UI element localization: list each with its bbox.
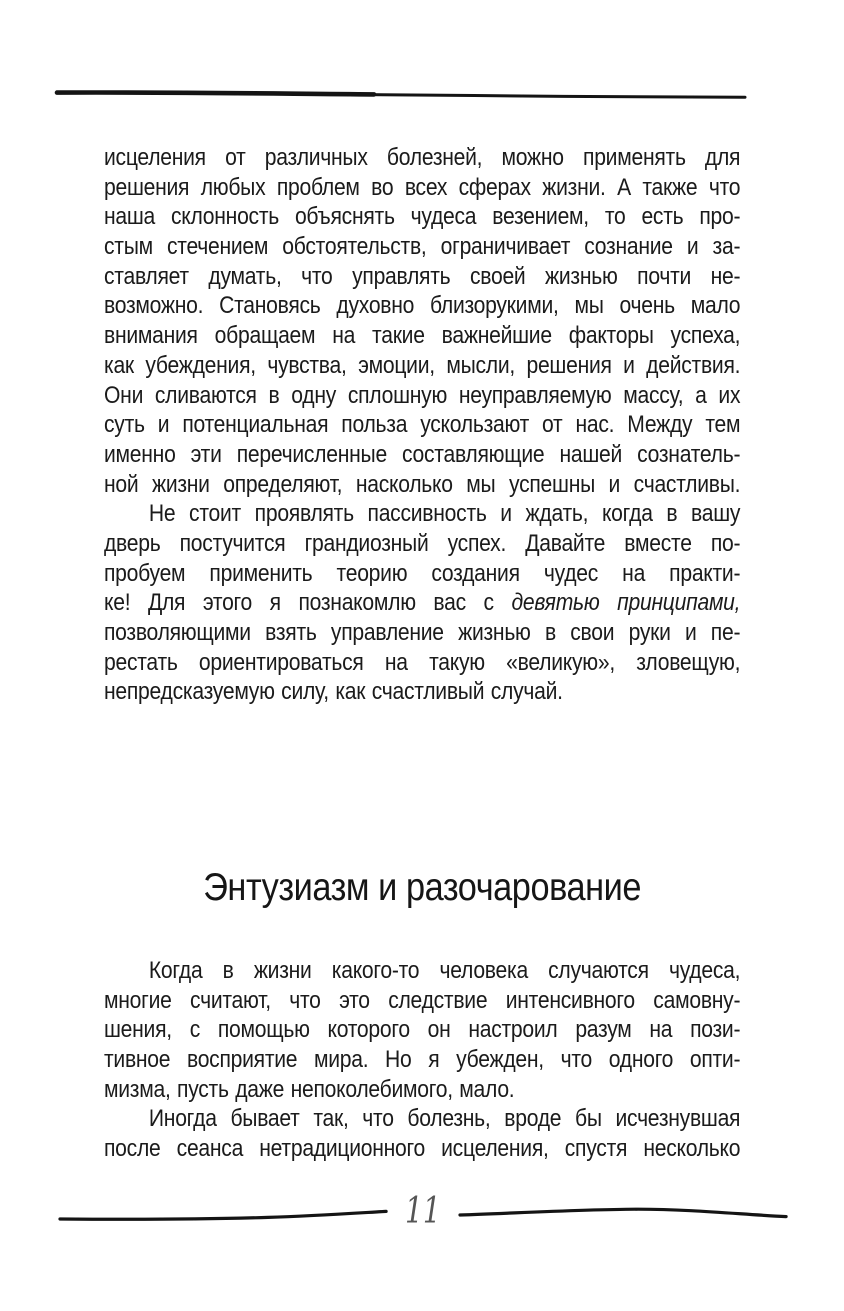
text-segment: ной жизни определяют, насколько мы успешны и счастливы.	[104, 470, 741, 498]
text-segment: суть и потенциальная польза ускользают от нас. Между тем	[104, 411, 741, 439]
text-line	[104, 1045, 740, 1075]
text-segment: исцеления от различных болезней, можно применять для	[104, 144, 741, 171]
text-line	[104, 1015, 740, 1045]
text-line	[104, 1104, 740, 1134]
text-segment: внимания обращаем на такие важнейшие факторы успеха,	[104, 322, 741, 350]
text-line	[104, 173, 740, 203]
text-segment: пробуем применить теорию создания чудес на практи-	[104, 559, 741, 587]
text-segment: многие считают, что это следствие интенсивного самовну-	[104, 986, 741, 1014]
text-segment: ке! Для этого я познакомлю вас с	[104, 589, 512, 617]
text-segment: ставляет думать, что управлять своей жизнью почти не-	[104, 262, 741, 290]
text-segment: дверь постучится грандиозный успех. Давайте вместе по-	[104, 529, 741, 557]
text-line	[104, 956, 740, 986]
text-line	[104, 232, 740, 262]
text-line	[104, 262, 740, 292]
paragraph	[104, 956, 740, 1104]
text-line	[104, 588, 740, 618]
page-footer	[58, 1192, 788, 1238]
text-line	[104, 410, 740, 440]
paragraph	[104, 143, 740, 499]
text-line	[104, 351, 740, 381]
text-line	[104, 499, 740, 529]
text-line	[104, 986, 740, 1016]
text-segment: Когда в жизни какого-то человека случаются чудеса,	[148, 957, 741, 984]
body-text-intro	[104, 143, 740, 707]
footer-rule-right	[458, 1206, 788, 1224]
text-segment: позволяющими взять управление жизнью в свои руки и пе-	[104, 619, 741, 646]
text-segment: тивное восприятие мира. Но я убежден, что одного опти-	[104, 1046, 741, 1074]
paragraph	[104, 499, 740, 707]
text-segment: Не стоит проявлять пассивность и ждать, когда в вашу	[148, 500, 741, 528]
text-segment: после сеанса нетрадиционного исцеления, спустя несколько	[104, 1135, 741, 1163]
text-line	[104, 559, 740, 589]
text-line	[104, 470, 740, 500]
text-segment: именно эти перечисленные составляющие нашей сознатель-	[104, 440, 741, 468]
text-segment: рестать ориентироваться на такую «великую», зловещую,	[104, 648, 741, 676]
text-line	[104, 529, 740, 559]
paragraph	[104, 1104, 740, 1163]
text-line	[104, 440, 740, 470]
text-segment: шения, с помощью которого он настроил разум на пози-	[104, 1016, 741, 1044]
text-segment: возможно. Становясь духовно близорукими, мы очень мало	[104, 292, 741, 320]
footer-rule-left	[58, 1206, 388, 1224]
text-segment: стым стечением обстоятельств, ограничивает сознание и за-	[104, 233, 741, 261]
section-heading: Энтузиазм и разочарование	[203, 866, 642, 909]
body-text-after	[104, 956, 740, 1164]
text-line	[104, 648, 740, 678]
text-line	[104, 202, 740, 232]
page-number: 11	[405, 1191, 441, 1232]
text-line	[104, 677, 740, 707]
top-rule	[54, 87, 748, 105]
text-segment: решения любых проблем во всех сферах жизни. А также что	[104, 173, 741, 201]
text-segment: девятью принципами,	[511, 589, 741, 617]
text-segment: наша склонность объяснять чудеса везением, то есть про-	[104, 203, 741, 231]
text-line	[104, 618, 740, 648]
text-line	[104, 1134, 740, 1164]
text-segment: как убеждения, чувства, эмоции, мысли, решения и действия.	[104, 351, 741, 379]
text-line	[104, 143, 740, 173]
text-segment: Они сливаются в одну сплошную неуправляемую массу, а их	[104, 381, 741, 409]
text-segment: непредсказуемую силу, как счастливый случай.	[104, 678, 563, 706]
text-line	[104, 381, 740, 411]
text-line	[104, 321, 740, 351]
text-segment: Иногда бывает так, что болезнь, вроде бы исчезнувшая	[148, 1105, 741, 1133]
text-line	[104, 1075, 740, 1105]
text-segment: мизма, пусть даже непоколебимого, мало.	[104, 1075, 515, 1103]
text-line	[104, 291, 740, 321]
